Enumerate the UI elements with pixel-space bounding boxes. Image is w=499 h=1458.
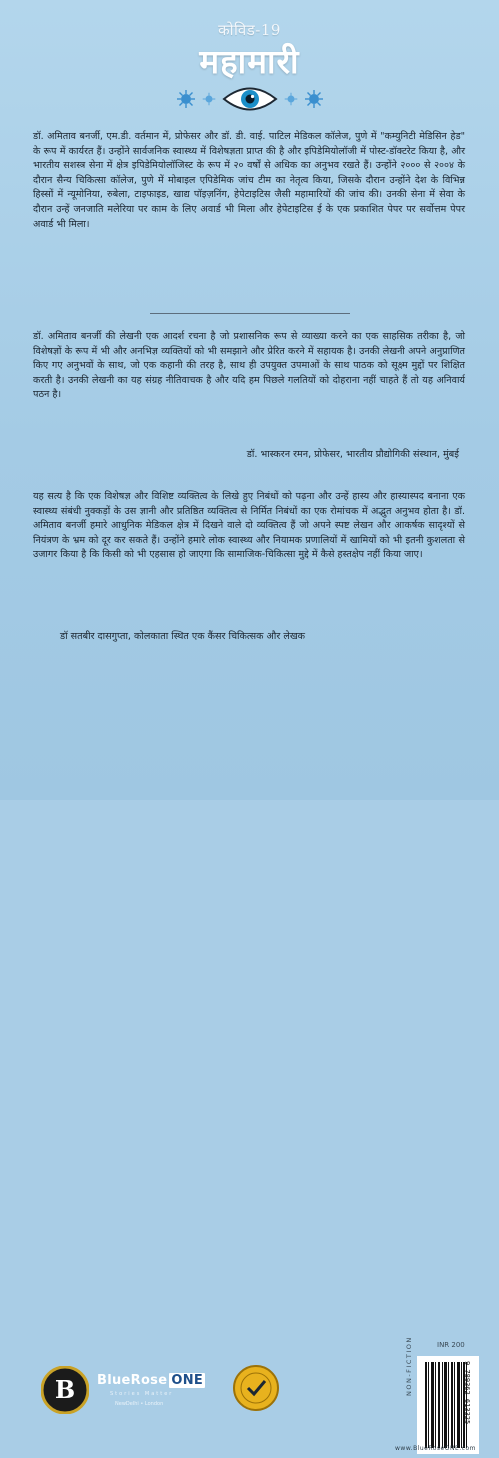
price-label: INR 200 <box>437 1341 465 1349</box>
award-seal-icon <box>233 1365 279 1411</box>
category-label: NON-FICTION <box>405 1336 413 1396</box>
publisher-name-text: BlueRose <box>97 1373 168 1388</box>
review-paragraph: यह सत्य है कि एक विशेषज्ञ और विशिष्ट व्यक्तित्व के लिखे हुए निबंधों को पढ़ना और उन्हें हास्य और हास्यास्पद बनाना एक स्वास्थ्य संबंधी नुक्कड़ों के उस ज्ञानी और प्रतिष्ठित व्यक्तित्व से निर्मित निबंधों का एक रोमांचक में अद्भुत अनुभव होता है। डॉ. अमिताव बनर्जी हमारे आधुनिक मेडिकल क्षेत्र में दिखने वाले दो व्यक्तित्व हैं जो अपने स्पष्ट लेखन और आकर्षक सादृश्यों से नियंत्रण के भ्रम को दूर कर सकते हैं। उन्होंने हमारे लोक स्वास्थ्य और नियामक प्रणालियों में खामियों को भी इतनी कुशलता से उजागर किया है कि किसी को भी एहसास हो जाएगा कि सामाजिक-चिकित्सा मुद्दे में कैसे हस्तक्षेप नहीं किया जाए। <box>33 491 465 561</box>
divider <box>150 313 350 314</box>
title-top: कोविड-19 <box>218 21 281 39</box>
title-block <box>0 20 499 83</box>
review-signature: डॉ सतबीर दासगुप्ता, कोलकाता स्थित एक कैंसर चिकित्सक और लेखक <box>60 631 306 642</box>
publisher-website: www.BlueRoseONE.com <box>395 1445 476 1452</box>
virus-icon <box>284 92 298 106</box>
publisher-locations: NewDelhi • London <box>115 1401 164 1407</box>
publisher-name <box>97 1373 205 1388</box>
review-paragraph: डॉ. अमिताव बनर्जी की लेखनी एक आदर्श रचना है जो प्रशासनिक रूप से व्याख्या करने का एक साहसिक तरीका है, जो विशेषज्ञों के रूप में भी और अनभिज्ञ व्यक्तियों को भी समझाने और प्रेरित करने में सहायक है। उनकी लेखनी अपने अनुप्राणित किए गए अनुभवों के साथ, जो एक कहानी की तरह है, साथ ही उपयुक्त उपमाओं के साथ पाठक को सूक्ष्म मुद्दों पर शिक्षित करती है। उनकी लेखनी का यह संग्रह नीतिवाचक है और यदि हम पिछले गलतियों को दोहराना नहीं चाहते हैं तो यह अनिवार्य पठन है। <box>33 331 465 401</box>
footer <box>0 668 499 1452</box>
publisher-tagline: Stories Matter <box>110 1391 174 1397</box>
title-main: महामारी <box>199 42 300 81</box>
virus-icon <box>304 89 324 109</box>
svg-text:B: B <box>54 1375 76 1404</box>
publisher-logo-icon <box>41 1366 89 1414</box>
virus-icon <box>176 89 196 109</box>
eye-icon <box>222 84 278 114</box>
review-signature: डॉ. भास्करन रमन, प्रोफेसर, भारतीय प्रौद्योगिकी संस्थान, मुंबई <box>246 449 459 460</box>
publisher-one-badge: ONE <box>171 1373 204 1388</box>
eye-virus-graphic <box>0 84 499 114</box>
author-bio-paragraph: डॉ. अमिताव बनर्जी, एम.डी. वर्तमान में, प्रोफेसर और डॉ. डी. वाई. पाटिल मेडिकल कॉलेज, पुणे में "कम्युनिटी मेडिसिन हेड" के रूप में कार्यरत हैं। उन्होंने सार्वजनिक स्वास्थ्य में विशेषज्ञता प्राप्त की है और इपिडेमियोलॉजी में पोस्ट-डॉक्टरेट किया है, और भारतीय सशस्त्र सेना में क्षेत्र इपिडेमियोलॉजिस्ट के रूप में २० वर्षों से अधिक का अनुभव रखते हैं। उन्होंने २००० से २००४ के दौरान सैन्य चिकित्सा कॉलेज, पुणे में मोबाइल एपिडेमिक जांच टीम का नेतृत्व किया, जिसके दौरान उन्होंने देश के विभिन्न हिस्सों में न्यूमोनिया, रुबेला, टाइफाइड, खाद्य पॉइज़निंग, हेपेटाइटिस जैसी महामारियों की जांच की। उनकी सेना में सेवा के दौरान उन्हें जनजाति मलेरिया पर काम के लिए अवार्ड भी मिला और हेपेटाइटिस ई के एक प्रकाशित पेपर पर सर्वोत्तम पेपर अवार्ड भी मिला। <box>33 131 465 230</box>
virus-icon <box>202 92 216 106</box>
isbn-number: 9 789362 613325 <box>463 1361 471 1425</box>
